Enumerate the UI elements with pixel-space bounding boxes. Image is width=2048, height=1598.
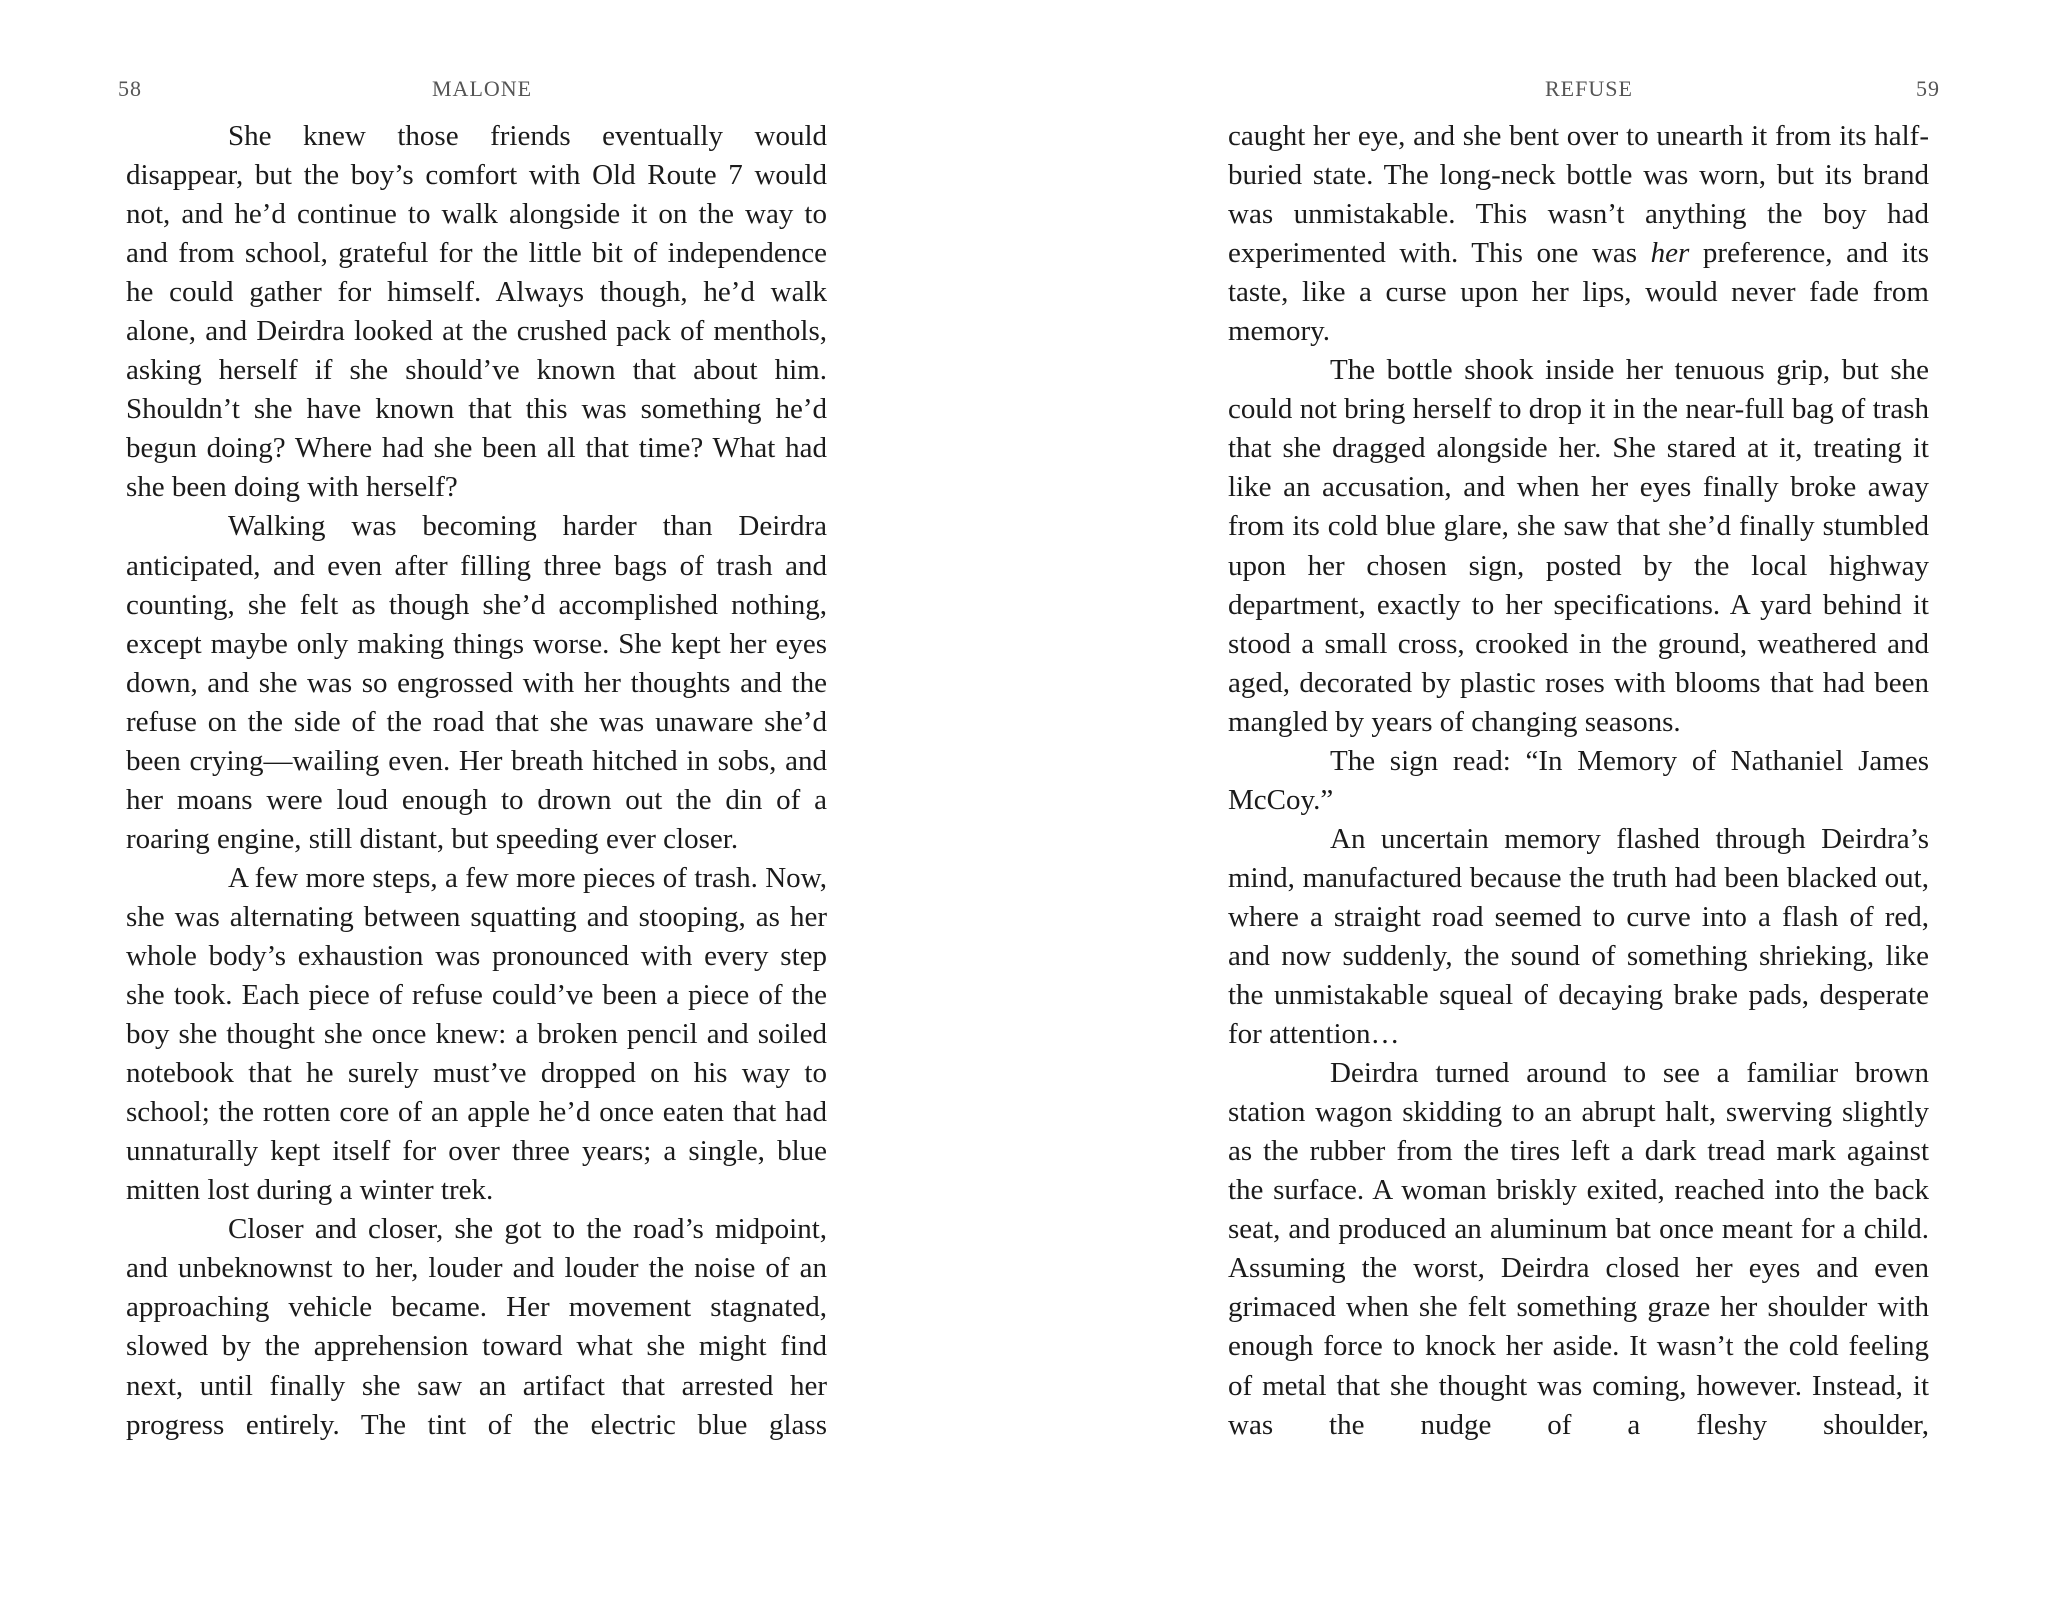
- paragraph: The bottle shook inside her tenuous grip, but she could not bring herself to drop it in the near-full bag of trash that she dragged alongside her. She stared at it, treating it like an accusation, and when her eyes finally broke away from its cold blue glare, she saw that she’d finally stumbled upon her chosen sign, posted by the local highway department, exactly to her specifications. A yard behind it stood a small cross, crooked in the ground, weathered and aged, decorated by plastic roses with blooms that had been mangled by years of changing seasons.: [1228, 354, 1929, 738]
- right-page: [1024, 0, 2048, 1598]
- paragraph: An uncertain memory flashed through Deirdra’s mind, manufactured because the truth had been blacked out, where a straight road seemed to curve into a flash of red, and now suddenly, the sound of something shrieking, like the unmistakable squeal of decaying brake pads, desperate for attention…: [1228, 822, 1929, 1051]
- paragraph: A few more steps, a few more pieces of trash. Now, she was alternating between squatting and stooping, as her whole body’s exhaustion was pronounced with every step she took. Each piece of refuse could’ve been a piece of the boy she thought she once knew: a broken pencil and soiled notebook that he surely must’ve dropped on his way to school; the rotten core of an apple he’d once eaten that had unnaturally kept itself for over three years; a single, blue mitten lost during a winter trek.: [126, 861, 827, 1207]
- running-head-author: MALONE: [432, 76, 533, 101]
- emphasis: her: [1650, 237, 1690, 270]
- paragraph: She knew those friends eventually would disappear, but the boy’s comfort with Old Route 7 would not, and he’d continue to walk alongside it on the way to and from school, grateful for the little bit of independence he could gather for himself. Always though, he’d walk alone, and Deirdra looked at the crushed pack of menthols, asking herself if she should’ve known that about him. Shouldn’t she have known that this was something he’d begun doing? Where had she been all that time? What had she been doing with herself?: [126, 120, 827, 504]
- paragraph: The sign read: “In Memory of Nathaniel James McCoy.”: [1228, 744, 1929, 816]
- paragraph: Closer and closer, she got to the road’s midpoint, and unbeknownst to her, louder and louder the noise of an approaching vehicle became. Her movement stagnated, slowed by the apprehension toward what she might find next, until finally she saw an artifact that arrested her progress entirely. The tint of the electric blue glass: [126, 1213, 827, 1441]
- page-number: 58: [118, 76, 142, 101]
- body-text: [126, 117, 827, 1445]
- body-text: [1228, 117, 1929, 1445]
- paragraph: [1228, 117, 1929, 351]
- paragraph: Walking was becoming harder than Deirdra anticipated, and even after filling three bags of trash and counting, she felt as though she’d accomplished nothing, except maybe only making things worse. She kept her eyes down, and she was so engrossed with her thoughts and the refuse on the side of the road that she was unaware she’d been crying—wailing even. Her breath hitched in sobs, and her moans were loud enough to drown out the din of a roaring engine, still distant, but speeding ever closer.: [126, 510, 827, 855]
- paragraph: Deirdra turned around to see a familiar brown station wagon skidding to an abrupt halt, swerving slightly as the rubber from the tires left a dark tread mark against the surface. A woman briskly exited, reached into the back seat, and produced an aluminum bat once meant for a child. Assuming the worst, Deirdra closed her eyes and even grimaced when she felt something graze her shoulder with enough force to knock her aside. It wasn’t the cold feeling of metal that she thought was coming, however. Instead, it was the nudge of a fleshy shoulder,: [1228, 1057, 1929, 1441]
- page-number: 59: [1916, 76, 1940, 101]
- running-head-title: REFUSE: [1545, 76, 1633, 101]
- paragraph-text: caught her eye, and she bent over to unearth it from its half-buried state. The long-neck bottle was worn, but its brand was unmistakable. This wasn’t anything the boy had experimented with. This one was: [1228, 120, 1929, 270]
- paragraph-text: preference, and its taste, like a curse upon her lips, would never fade from memory.: [1228, 237, 1929, 348]
